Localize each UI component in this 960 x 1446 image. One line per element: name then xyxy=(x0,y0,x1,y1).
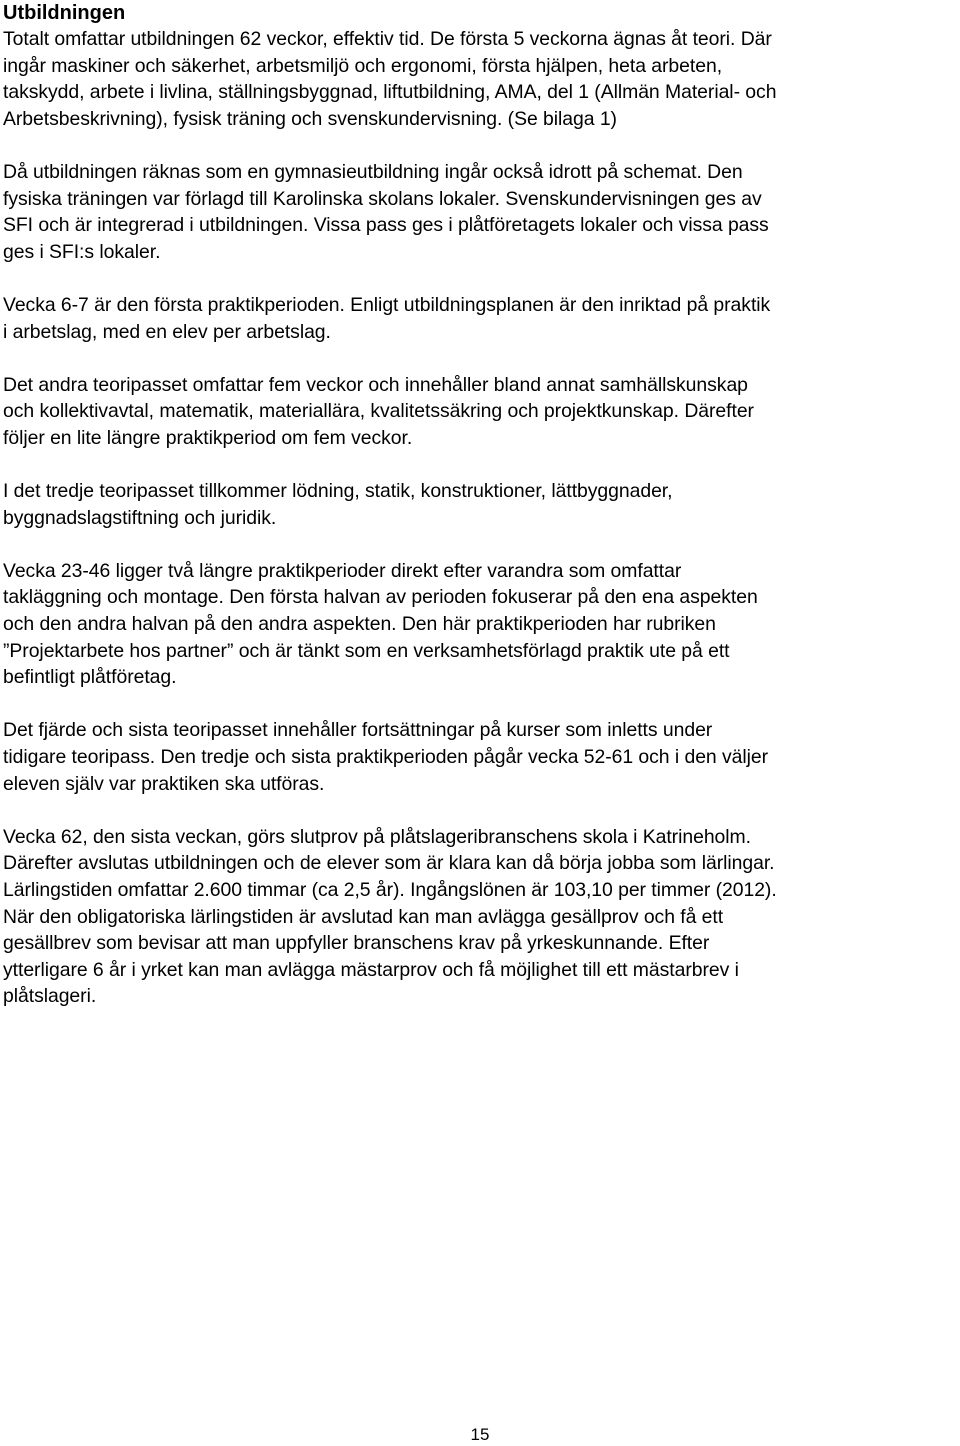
paragraph-second-theory: Det andra teoripasset omfattar fem veckor och innehåller bland annat samhällskunskap och kollektivavtal, matematik, materiallära, kvalitetssäkring och projektkunskap. Därefter följer en lite längre praktikperiod om fem veckor. xyxy=(3,373,754,449)
paragraph-gymnasium: Då utbildningen räknas som en gymnasieutbildning ingår också idrott på schemat. Den fysiska träningen var förlagd till Karolinska skolans lokaler. Svenskundervisningen ges av SFI och är integrerad i utbildningen. Vissa pass ges i plåtföretagets lokaler och vissa pass ges i SFI:s lokaler. xyxy=(3,160,769,263)
paragraph-intro: Totalt omfattar utbildningen 62 veckor, effektiv tid. De första 5 veckorna ägnas åt teori. Där ingår maskiner och säkerhet, arbetsmiljö och ergonomi, första hjälpen, heta arbeten, takskydd, arbete i livlina, ställningsbyggnad, liftutbildning, AMA, del 1 (Allmän Material- och Arbetsbeskrivning), fysisk träning och svenskundervisning. (Se bilaga 1) xyxy=(3,28,777,130)
page-number: 15 xyxy=(470,1425,490,1444)
section-heading: Utbildningen xyxy=(3,2,126,24)
document-page xyxy=(3,0,960,1010)
paragraph-first-internship: Vecka 6-7 är den första praktikperioden. Enligt utbildningsplanen är den inriktad på praktik i arbetslag, med en elev per arbetslag. xyxy=(3,293,771,343)
paragraph-final-exam: Vecka 62, den sista veckan, görs slutprov på plåtslageribranschens skola i Katrineholm. Därefter avslutas utbildningen och de elever som är klara kan då börja jobba som lärlingar. Lärlingstiden omfattar 2.600 timmar (ca 2,5 år). Ingångslönen är 103,10 per timmer (2012). När den obligatoriska lärlingstiden är avslutad kan man avlägga gesällprov och få ett gesällbrev som bevisar att man uppfyller branschens krav på yrkeskunnande. Efter ytterligare 6 år i yrket kan man avlägga mästarprov och få möjlighet till ett mästarbrev i plåtslageri. xyxy=(3,825,777,1008)
paragraph-fourth-theory: Det fjärde och sista teoripasset innehåller fortsättningar på kurser som inletts under tidigare teoripass. Den tredje och sista praktikperioden pågår vecka 52-61 och i den väljer eleven själv var praktiken ska utföras. xyxy=(3,719,769,795)
paragraph-long-internship: Vecka 23-46 ligger två längre praktikperioder direkt efter varandra som omfattar takläggning och montage. Den första halvan av perioden fokuserar på den ena aspekten och den andra halvan på den andra aspekten. Den här praktikperioden har rubriken ”Projektarbete hos partner” och är tänkt som en verksamhetsförlagd praktik ute på ett befintligt plåtföretag. xyxy=(3,559,758,689)
paragraph-third-theory: I det tredje teoripasset tillkommer lödning, statik, konstruktioner, lättbyggnader, byggnadslagstiftning och juridik. xyxy=(3,480,673,529)
